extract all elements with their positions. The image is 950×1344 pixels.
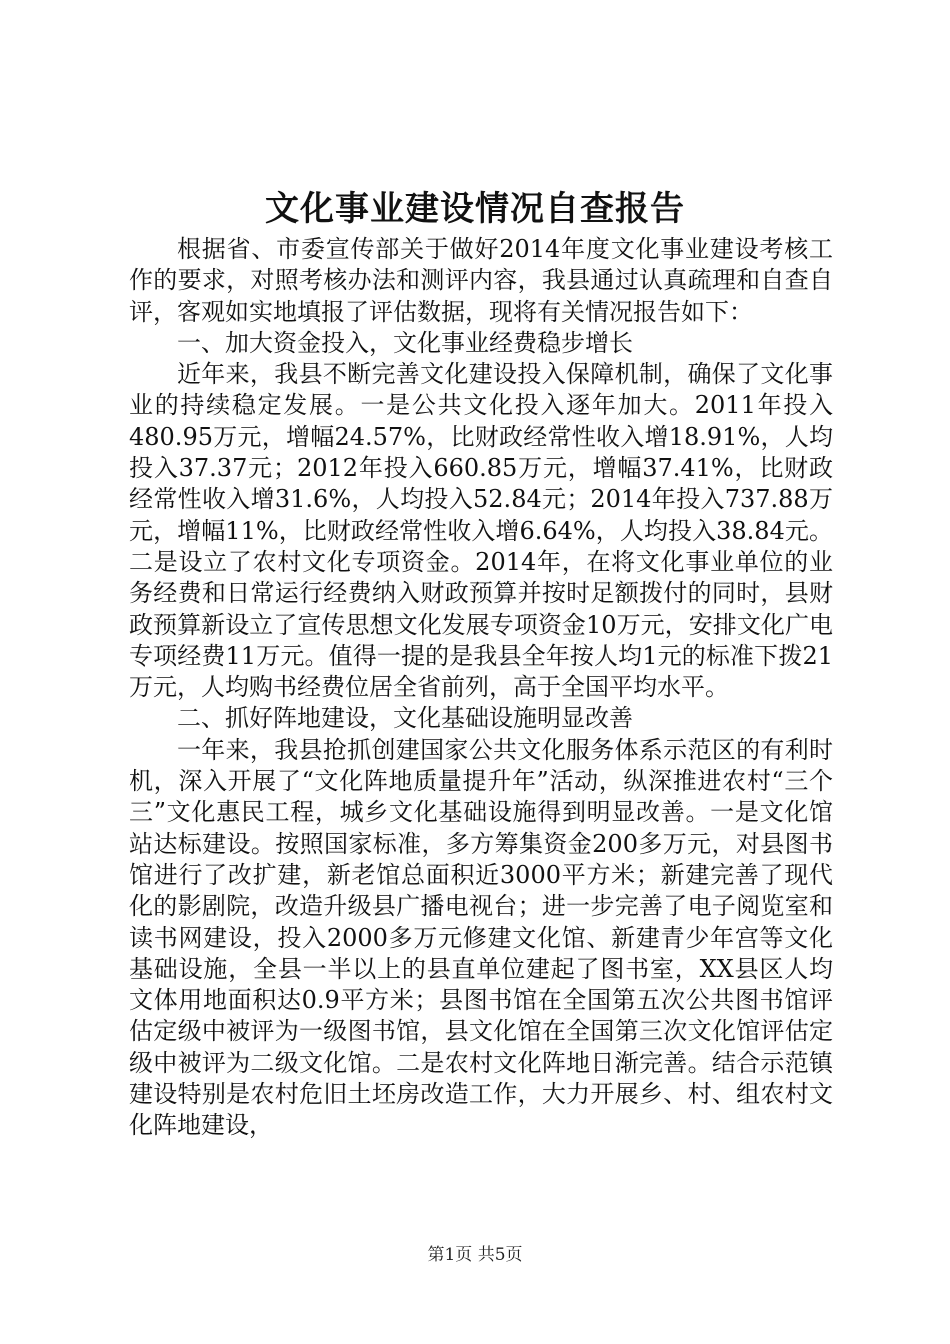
section-1-paragraph: 近年来，我县不断完善文化建设投入保障机制，确保了文化事业的持续稳定发展。一是公共文化投入逐年加大。2011年投入480.95万元，增幅24.57%，比财政经常性收入增18.91%，人均投入37.37元；2012年投入660.85万元，增幅37.41%，比财政经常性收入增31.6%，人均投入52.84元；2014年投入737.88万元，增幅11%，比财政经常性收入增6.64%，人均投入38.84元。二是设立了农村文化专项资金。2014年，在将文化事业单位的业务经费和日常运行经费纳入财政预算并按时足额拨付的同时，县财政预算新设立了宣传思想文化发展专项资金10万元，安排文化广电专项经费11万元。值得一提的是我县全年按人均1元的标准下拨21万元，人均购书经费位居全省前列，高于全国平均水平。 [129, 360, 833, 702]
document-title: 文化事业建设情况自查报告 [265, 189, 685, 229]
section-2-paragraph: 一年来，我县抢抓创建国家公共文化服务体系示范区的有利时机，深入开展了“文化阵地质量提升年”活动，纵深推进农村“三个三”文化惠民工程，城乡文化基础设施得到明显改善。一是文化馆站达标建设。按照国家标准，多方筹集资金200多万元，对县图书馆进行了改扩建，新老馆总面积近3000平方米；新建完善了现代化的影剧院，改造升级县广播电视台；进一步完善了电子阅览室和读书网建设，投入2000多万元修建文化馆、新建青少年宫等文化基础设施，全县一半以上的县直单位建起了图书室，XX县区人均文体用地面积达0.9平方米；县图书馆在全国第五次公共图书馆评估定级中被评为一级图书馆，县文化馆在全国第三次文化馆评估定级中被评为二级文化馆。二是农村文化阵地日渐完善。结合示范镇建设特别是农村危旧土坯房改造工作，大力开展乡、村、组农村文化阵地建设， [129, 735, 833, 1140]
page-number-footer: 第1页 共5页 [427, 1245, 523, 1265]
document-body [129, 234, 833, 1142]
intro-paragraph: 根据省、市委宣传部关于做好2014年度文化事业建设考核工作的要求，对照考核办法和测评内容，我县通过认真疏理和自查自评，客观如实地填报了评估数据，现将有关情况报告如下： [129, 235, 833, 326]
section-heading-1: 一、加大资金投入，文化事业经费稳步增长 [177, 328, 633, 357]
section-heading-2: 二、抓好阵地建设，文化基础设施明显改善 [177, 704, 633, 733]
